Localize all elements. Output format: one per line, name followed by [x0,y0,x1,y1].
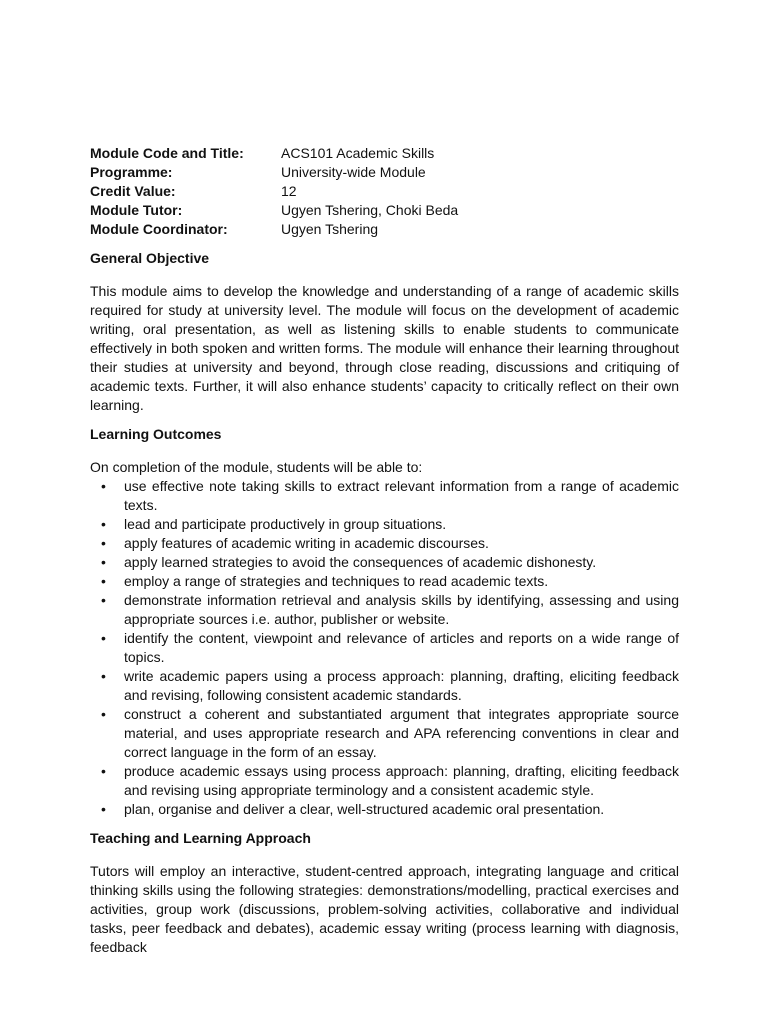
module-info [90,144,679,239]
list-item: • employ a range of strategies and techniques to read academic texts. [90,572,679,591]
list-item: • apply features of academic writing in academic discourses. [90,534,679,553]
programme-label: Programme: [90,164,173,180]
module-code-value: ACS101 Academic Skills [281,145,435,161]
general-objective-heading: General Objective [90,250,210,266]
credit-value-label: Credit Value: [90,183,176,199]
list-item: • use effective note taking skills to extract relevant information from a range of academic texts. [90,477,679,515]
module-tutor-label: Module Tutor: [90,202,183,218]
module-tutor-value: Ugyen Tshering, Choki Beda [281,202,459,218]
programme-value: University-wide Module [281,164,426,180]
module-coordinator-label: Module Coordinator: [90,221,228,237]
list-item: • lead and participate productively in group situations. [90,515,679,534]
list-item: • construct a coherent and substantiated argument that integrates appropriate source material, and uses appropriate research and APA referencing conventions in clear and correct language in the form of an essay. [90,705,679,762]
learning-outcomes-heading: Learning Outcomes [90,426,222,442]
learning-outcomes-intro: On completion of the module, students will be able to: [90,459,423,475]
document-content [90,144,679,957]
module-code-label: Module Code and Title: [90,145,244,161]
list-item: • apply learned strategies to avoid the consequences of academic dishonesty. [90,553,679,572]
list-item: • write academic papers using a process approach: planning, drafting, eliciting feedback and revising, following consistent academic standards. [90,667,679,705]
list-item: • identify the content, viewpoint and relevance of articles and reports on a wide range of topics. [90,629,679,667]
credit-value-value: 12 [281,183,297,199]
list-item: • plan, organise and deliver a clear, well-structured academic oral presentation. [90,800,679,819]
teaching-approach-heading: Teaching and Learning Approach [90,830,311,846]
teaching-approach-text: Tutors will employ an interactive, student-centred approach, integrating language and critical thinking skills using the following strategies: demonstrations/modelling, practical exercises and activities, group work (discussions, problem-solving activities, collaborative and individual tasks, peer feedback and debates), academic essay writing (process learning with diagnosis, feedback [90,863,679,955]
general-objective-text: This module aims to develop the knowledge and understanding of a range of academic skills required for study at university level. The module will focus on the development of academic writing, oral presentation, as well as listening skills to enable students to communicate effectively in both spoken and written forms. The module will enhance their learning throughout their studies at university and beyond, through close reading, discussions and critiquing of academic texts. Further, it will also enhance students’ capacity to critically reflect on their own learning. [90,283,679,413]
learning-outcomes-list [90,477,679,819]
list-item: • demonstrate information retrieval and analysis skills by identifying, assessing and using appropriate sources i.e. author, publisher or website. [90,591,679,629]
module-coordinator-value: Ugyen Tshering [281,221,379,237]
list-item: • produce academic essays using process approach: planning, drafting, eliciting feedback and revising using appropriate terminology and a consistent academic style. [90,762,679,800]
